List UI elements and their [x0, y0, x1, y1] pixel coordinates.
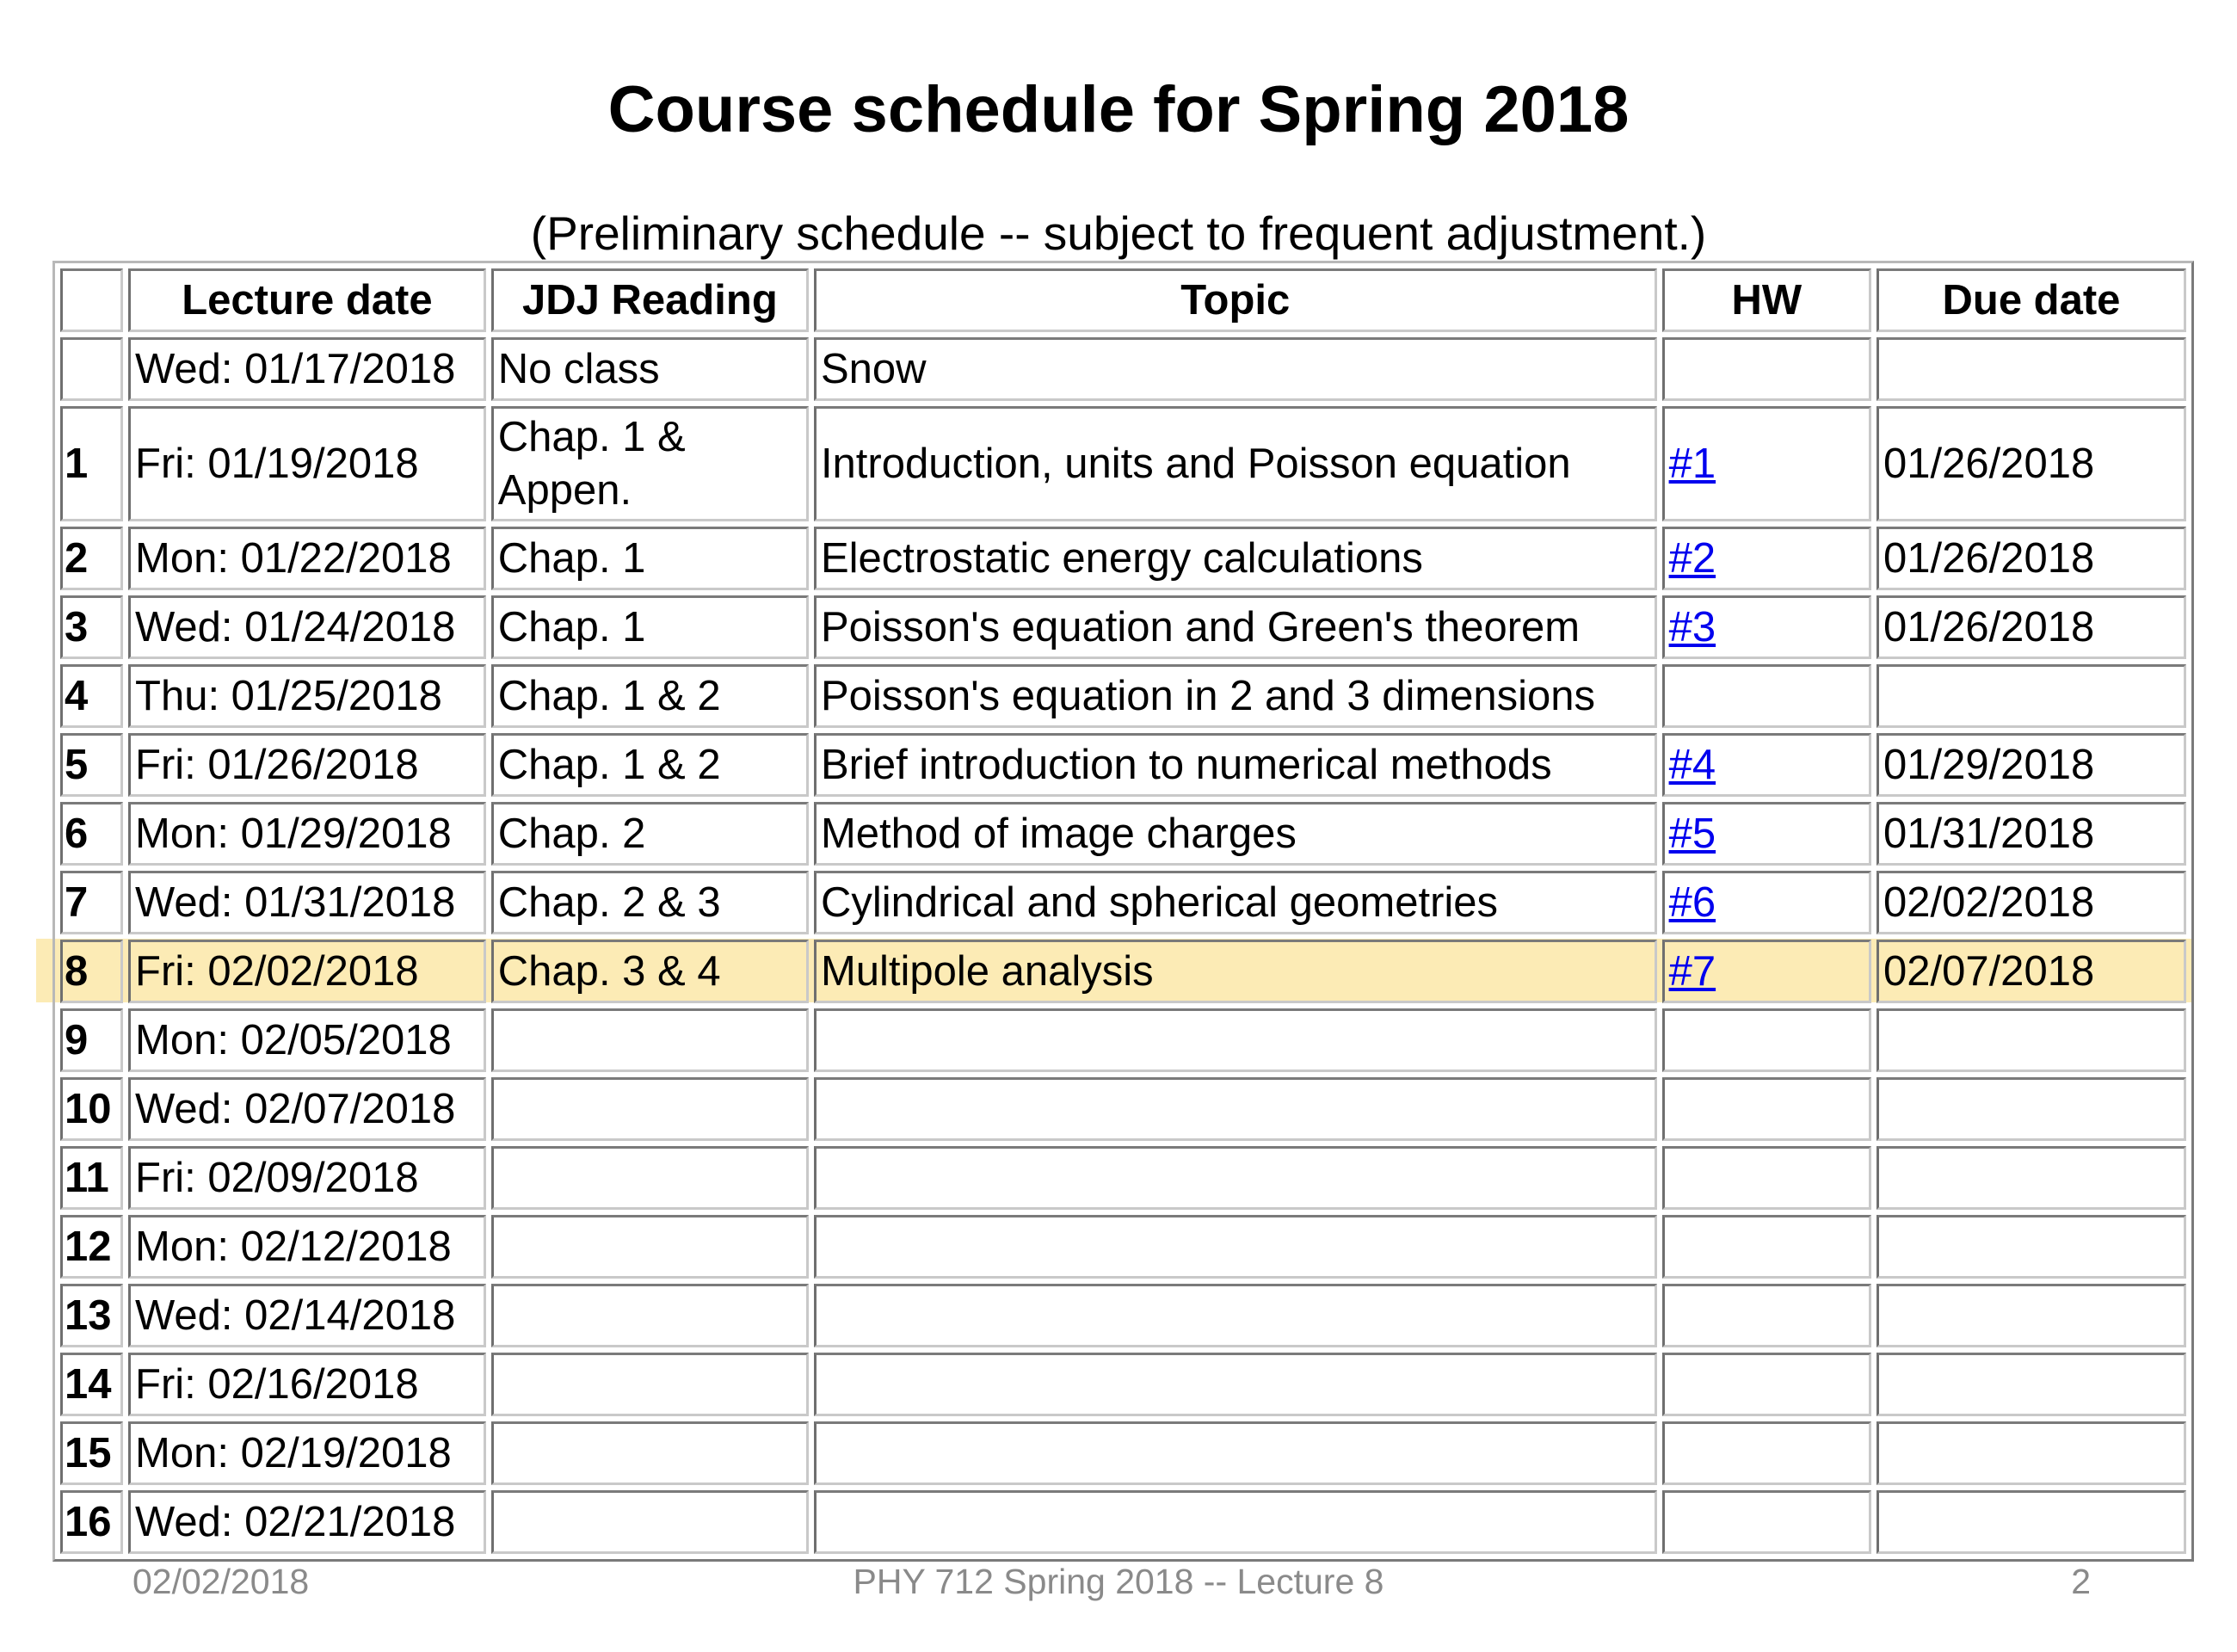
table-row — [60, 1284, 2186, 1347]
reading: Chap. 1 — [491, 527, 809, 590]
due-date — [1876, 1490, 2186, 1554]
topic: Poisson's equation in 2 and 3 dimensions — [814, 664, 1657, 728]
hw-link[interactable]: #4 — [1668, 742, 1716, 788]
topic: Method of image charges — [814, 802, 1657, 866]
hw-link[interactable]: #5 — [1668, 811, 1716, 857]
header-lecture-date: Lecture date — [128, 268, 486, 332]
hw-cell — [1662, 1146, 1871, 1210]
hw-cell — [1662, 733, 1871, 797]
due-date: 01/31/2018 — [1876, 802, 2186, 866]
topic: Poisson's equation and Green's theorem — [814, 595, 1657, 659]
lecture-number: 4 — [60, 664, 123, 728]
topic — [814, 1490, 1657, 1554]
due-date: 01/26/2018 — [1876, 527, 2186, 590]
due-date: 01/26/2018 — [1876, 595, 2186, 659]
lecture-date: Fri: 02/16/2018 — [128, 1353, 486, 1416]
due-date: 01/26/2018 — [1876, 406, 2186, 521]
reading — [491, 1421, 809, 1485]
lecture-date: Wed: 01/17/2018 — [128, 337, 486, 401]
lecture-date: Mon: 02/12/2018 — [128, 1215, 486, 1279]
header-topic: Topic — [814, 268, 1657, 332]
due-date: 02/02/2018 — [1876, 871, 2186, 934]
table-row — [60, 1146, 2186, 1210]
table-row — [60, 733, 2186, 797]
page-subtitle: (Preliminary schedule -- subject to frequent adjustment.) — [530, 206, 1707, 260]
reading: Chap. 3 & 4 — [491, 940, 809, 1003]
hw-cell — [1662, 527, 1871, 590]
table-row — [60, 1421, 2186, 1485]
lecture-date: Fri: 02/02/2018 — [128, 940, 486, 1003]
lecture-date: Thu: 01/25/2018 — [128, 664, 486, 728]
due-date — [1876, 664, 2186, 728]
hw-cell — [1662, 1421, 1871, 1485]
reading — [491, 1077, 809, 1141]
lecture-number: 3 — [60, 595, 123, 659]
table-row — [60, 1490, 2186, 1554]
topic: Brief introduction to numerical methods — [814, 733, 1657, 797]
hw-cell — [1662, 1008, 1871, 1072]
reading: Chap. 1 & 2 — [491, 733, 809, 797]
header-due-date: Due date — [1876, 268, 2186, 332]
topic: Snow — [814, 337, 1657, 401]
reading — [491, 1215, 809, 1279]
hw-cell — [1662, 1353, 1871, 1416]
table-row — [60, 406, 2186, 521]
lecture-date: Mon: 01/29/2018 — [128, 802, 486, 866]
lecture-date: Fri: 01/26/2018 — [128, 733, 486, 797]
reading: Chap. 2 — [491, 802, 809, 866]
table-row — [60, 1215, 2186, 1279]
table-row-current — [60, 940, 2186, 1003]
hw-cell — [1662, 664, 1871, 728]
lecture-number: 8 — [60, 940, 123, 1003]
header-jdj-reading: JDJ Reading — [491, 268, 809, 332]
lecture-date: Wed: 01/24/2018 — [128, 595, 486, 659]
lecture-number: 12 — [60, 1215, 123, 1279]
lecture-date: Fri: 01/19/2018 — [128, 406, 486, 521]
due-date — [1876, 337, 2186, 401]
lecture-number: 11 — [60, 1146, 123, 1210]
hw-link[interactable]: #3 — [1668, 604, 1716, 650]
topic — [814, 1215, 1657, 1279]
reading: Chap. 1 & 2 — [491, 664, 809, 728]
due-date — [1876, 1215, 2186, 1279]
hw-link[interactable]: #7 — [1668, 948, 1716, 995]
due-date: 02/07/2018 — [1876, 940, 2186, 1003]
hw-cell — [1662, 1215, 1871, 1279]
table-row — [60, 1353, 2186, 1416]
due-date — [1876, 1008, 2186, 1072]
hw-cell — [1662, 1077, 1871, 1141]
topic — [814, 1008, 1657, 1072]
lecture-number: 10 — [60, 1077, 123, 1141]
topic — [814, 1146, 1657, 1210]
lecture-number: 5 — [60, 733, 123, 797]
due-date: 01/29/2018 — [1876, 733, 2186, 797]
table-row — [60, 1077, 2186, 1141]
hw-link[interactable]: #2 — [1668, 535, 1716, 582]
lecture-date: Mon: 02/05/2018 — [128, 1008, 486, 1072]
hw-cell — [1662, 337, 1871, 401]
reading — [491, 1353, 809, 1416]
reading — [491, 1008, 809, 1072]
due-date — [1876, 1284, 2186, 1347]
lecture-date: Wed: 01/31/2018 — [128, 871, 486, 934]
reading — [491, 1490, 809, 1554]
footer-date: 02/02/2018 — [132, 1562, 310, 1601]
reading: Chap. 1 & Appen. — [491, 406, 809, 521]
header-number — [60, 268, 123, 332]
table-row — [60, 1008, 2186, 1072]
footer-course: PHY 712 Spring 2018 -- Lecture 8 — [853, 1562, 1384, 1601]
schedule-table-viewport[interactable] — [52, 261, 2194, 1545]
topic — [814, 1353, 1657, 1416]
due-date — [1876, 1421, 2186, 1485]
topic: Electrostatic energy calculations — [814, 527, 1657, 590]
table-row — [60, 595, 2186, 659]
footer-page-number: 2 — [2071, 1562, 2091, 1601]
due-date — [1876, 1146, 2186, 1210]
lecture-date: Mon: 01/22/2018 — [128, 527, 486, 590]
lecture-number: 14 — [60, 1353, 123, 1416]
header-hw: HW — [1662, 268, 1871, 332]
lecture-number: 13 — [60, 1284, 123, 1347]
table-row — [60, 527, 2186, 590]
topic — [814, 1421, 1657, 1485]
topic — [814, 1077, 1657, 1141]
hw-cell — [1662, 1490, 1871, 1554]
due-date — [1876, 1077, 2186, 1141]
lecture-number: 2 — [60, 527, 123, 590]
lecture-date: Fri: 02/09/2018 — [128, 1146, 486, 1210]
table-row — [60, 802, 2186, 866]
hw-link[interactable]: #1 — [1668, 441, 1716, 487]
reading: No class — [491, 337, 809, 401]
reading — [491, 1146, 809, 1210]
hw-cell — [1662, 871, 1871, 934]
lecture-number: 9 — [60, 1008, 123, 1072]
page-title: Course schedule for Spring 2018 — [607, 73, 1630, 146]
lecture-number — [60, 337, 123, 401]
topic: Multipole analysis — [814, 940, 1657, 1003]
lecture-number: 15 — [60, 1421, 123, 1485]
lecture-date: Mon: 02/19/2018 — [128, 1421, 486, 1485]
reading — [491, 1284, 809, 1347]
hw-cell — [1662, 940, 1871, 1003]
table-row — [60, 871, 2186, 934]
hw-link[interactable]: #6 — [1668, 879, 1716, 926]
hw-cell — [1662, 1284, 1871, 1347]
topic — [814, 1284, 1657, 1347]
lecture-number: 7 — [60, 871, 123, 934]
schedule-table — [52, 261, 2194, 1562]
reading: Chap. 2 & 3 — [491, 871, 809, 934]
lecture-date: Wed: 02/21/2018 — [128, 1490, 486, 1554]
due-date — [1876, 1353, 2186, 1416]
hw-cell — [1662, 802, 1871, 866]
topic: Cylindrical and spherical geometries — [814, 871, 1657, 934]
hw-cell — [1662, 595, 1871, 659]
lecture-number: 6 — [60, 802, 123, 866]
reading: Chap. 1 — [491, 595, 809, 659]
table-header-row — [60, 268, 2186, 332]
hw-cell — [1662, 406, 1871, 521]
lecture-date: Wed: 02/07/2018 — [128, 1077, 486, 1141]
lecture-date: Wed: 02/14/2018 — [128, 1284, 486, 1347]
table-row — [60, 337, 2186, 401]
table-row — [60, 664, 2186, 728]
lecture-number: 16 — [60, 1490, 123, 1554]
topic: Introduction, units and Poisson equation — [814, 406, 1657, 521]
lecture-number: 1 — [60, 406, 123, 521]
